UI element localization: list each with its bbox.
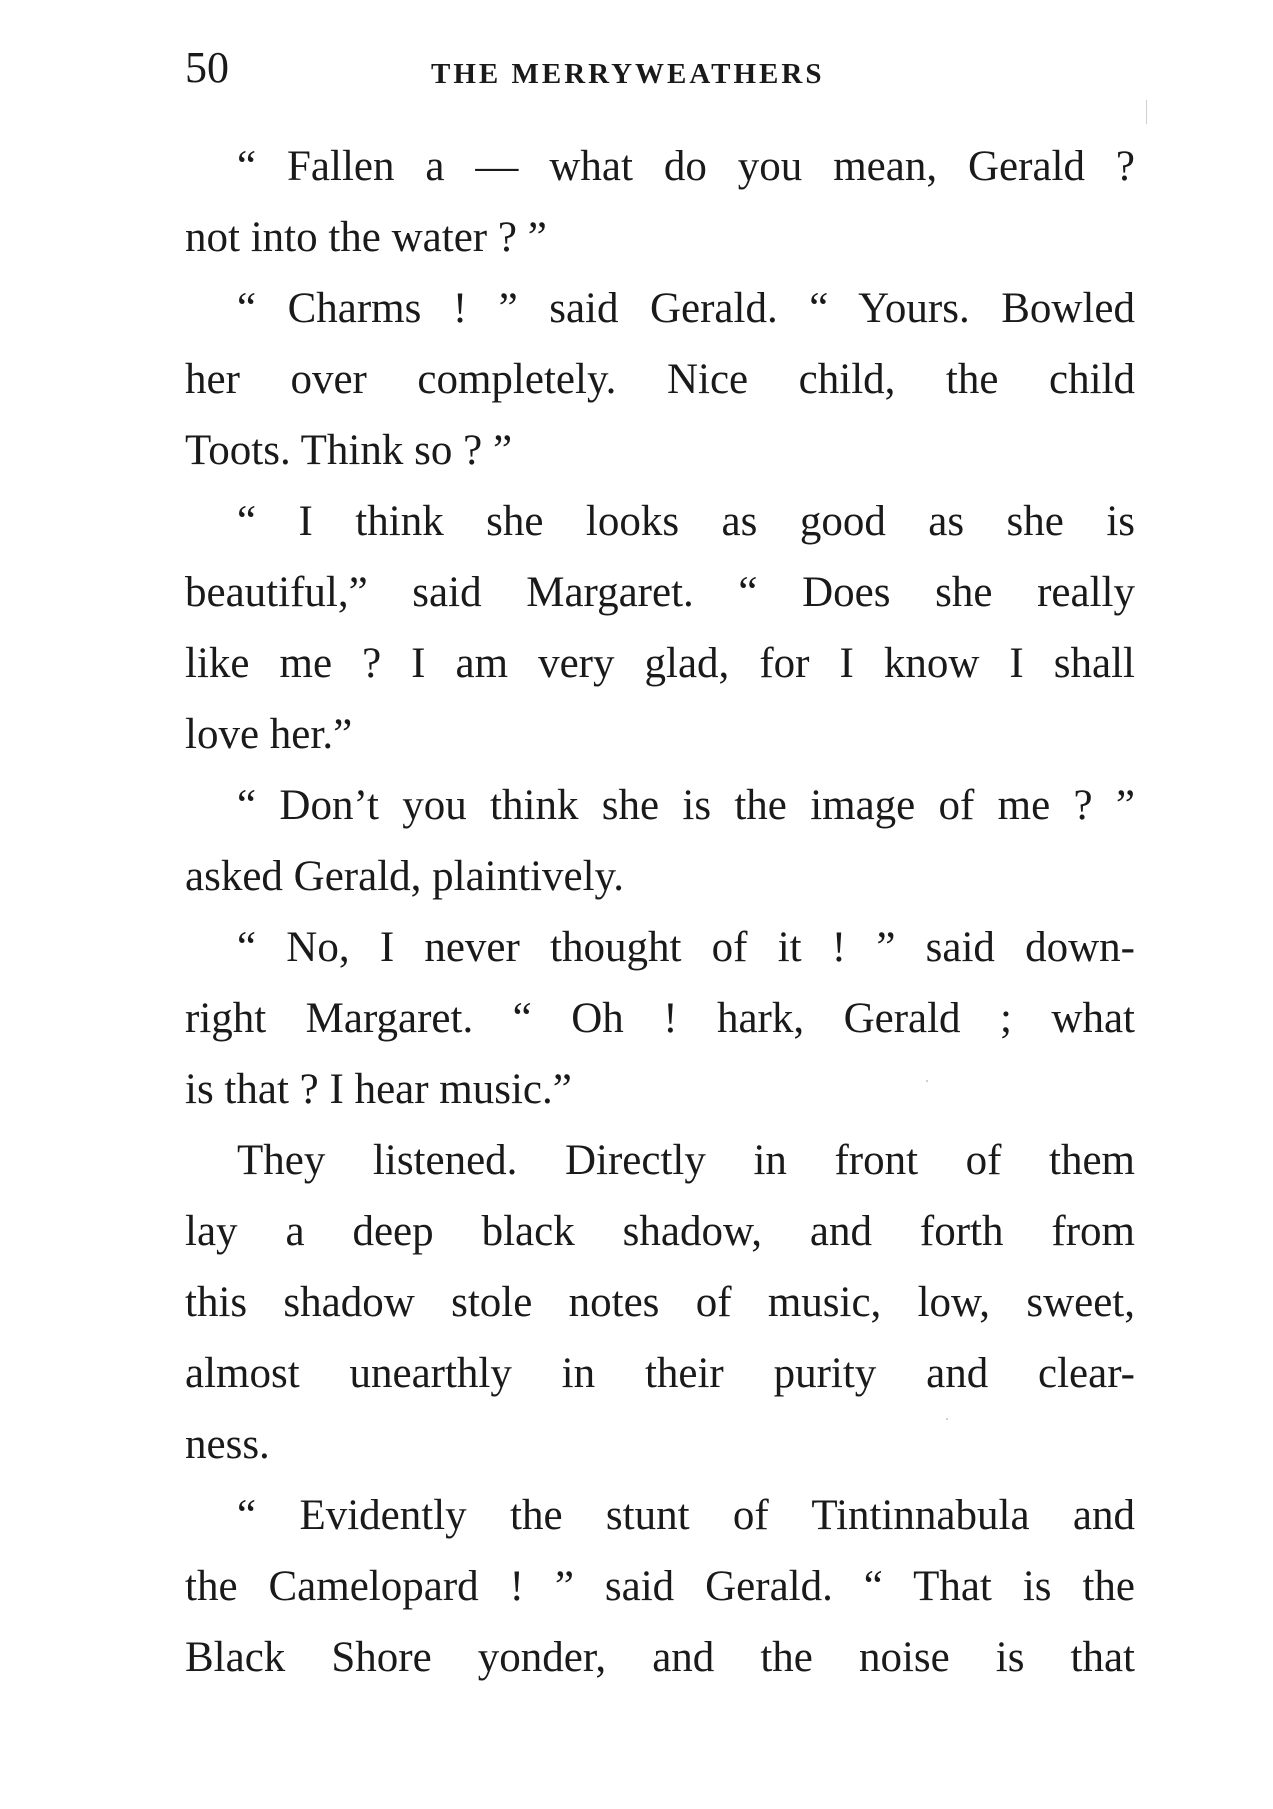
text-line: like me ? I am very glad, for I know I shall — [185, 640, 1135, 687]
text-line: is that ? I hear music.” — [185, 1066, 572, 1113]
text-line: the Camelopard ! ” said Gerald. “ That is the — [185, 1563, 1135, 1610]
text-line: almost unearthly in their purity and clear- — [185, 1350, 1135, 1397]
text-line: They listened. Directly in front of them — [237, 1137, 1135, 1184]
text-line: right Margaret. “ Oh ! hark, Gerald ; what — [185, 995, 1135, 1042]
text-line: asked Gerald, plaintively. — [185, 853, 625, 900]
text-line: love her.” — [185, 711, 353, 758]
text-line: “ I think she looks as good as she is — [237, 498, 1135, 545]
text-line: ness. — [185, 1421, 270, 1468]
text-line: “ Evidently the stunt of Tintinnabula and — [237, 1492, 1135, 1539]
page-number: 50 — [185, 43, 229, 92]
text-line: “ No, I never thought of it ! ” said down- — [237, 924, 1135, 971]
paper-speck — [946, 1418, 948, 1420]
text-line: not into the water ? ” — [185, 214, 547, 261]
text-line: lay a deep black shadow, and forth from — [185, 1208, 1135, 1255]
text-line: “ Fallen a — what do you mean, Gerald ? — [237, 143, 1135, 190]
running-title: THE MERRYWEATHERS — [431, 58, 825, 90]
body-text — [185, 131, 1135, 1693]
text-line: “ Charms ! ” said Gerald. “ Yours. Bowled — [237, 285, 1135, 332]
text-line: this shadow stole notes of music, low, sweet, — [185, 1279, 1135, 1326]
paper-speck — [1146, 100, 1147, 124]
page-header — [185, 38, 1135, 98]
text-line: Black Shore yonder, and the noise is that — [185, 1634, 1135, 1681]
text-line: beautiful,” said Margaret. “ Does she really — [185, 569, 1135, 616]
text-line: her over completely. Nice child, the child — [185, 356, 1135, 403]
text-line: “ Don’t you think she is the image of me ? ” — [237, 782, 1135, 829]
text-line: Toots. Think so ? ” — [185, 427, 513, 474]
paper-speck — [926, 1080, 928, 1082]
